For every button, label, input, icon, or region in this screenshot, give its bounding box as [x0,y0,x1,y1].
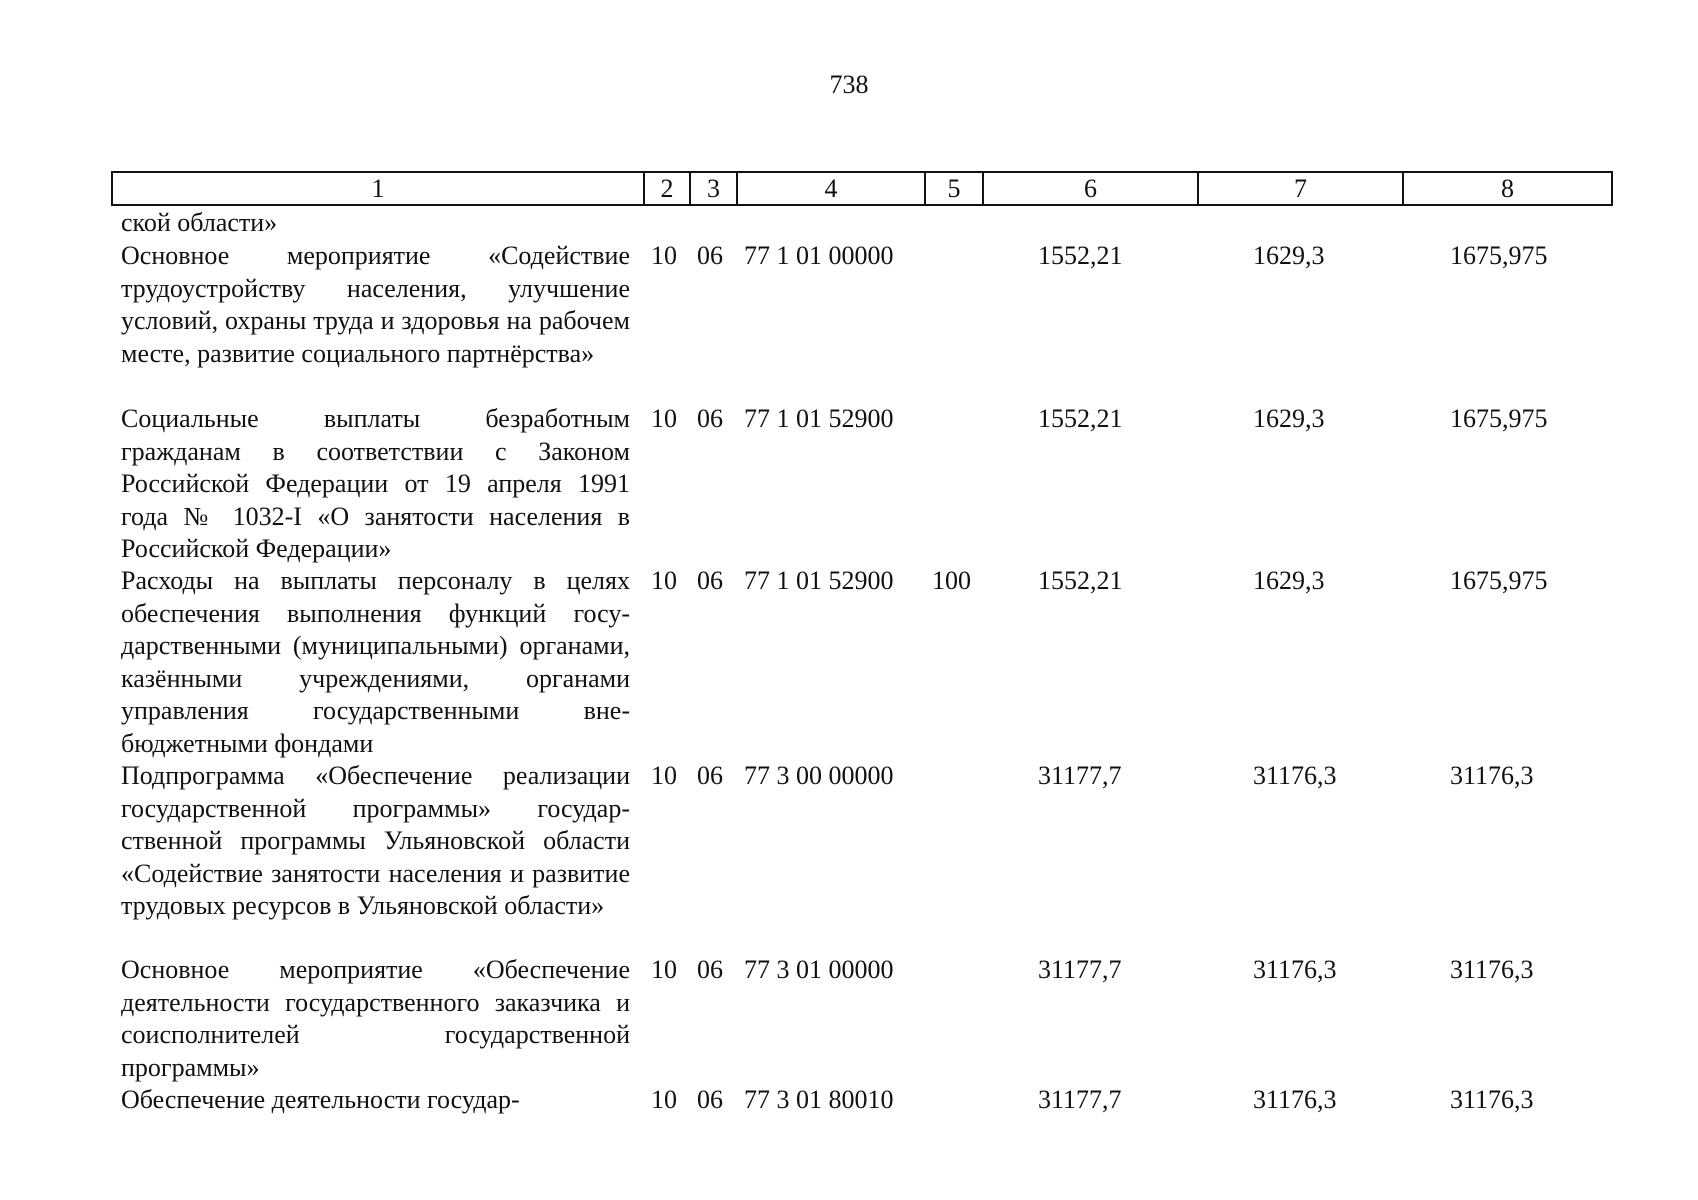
cell-subsection: 06 [697,1085,723,1114]
cell-amount-8: 31176,3 [1450,1085,1534,1114]
cell-amount-7: 31176,3 [1253,761,1337,790]
cell-section: 10 [651,241,677,270]
cell-amount-7: 1629,3 [1253,566,1325,595]
cell-amount-8: 31176,3 [1450,955,1534,984]
cell-target-code: 77 1 01 52900 [744,404,894,433]
cell-target-code: 77 1 01 52900 [744,566,894,595]
row-description: Основное мероприятие «Обеспечение деятельности государственного заказчика и соисполнителей государственной программы» [121,955,630,1082]
row-description: Подпрограмма «Обеспечение реализации государственной программы» государственной программы Ульяновской области «Содействие занятости населения и развитие трудовых ресурсов в Ульяновской области» [121,761,630,920]
cell-amount-7: 31176,3 [1253,955,1337,984]
cell-target-code: 77 3 01 80010 [744,1085,894,1114]
row-description: ской области» [121,208,278,237]
cell-amount-6: 1552,21 [1038,404,1123,433]
header-col-3: 3 [690,172,737,205]
row-description: Расходы на выплаты персоналу в целях обеспечения выполнения функций государственными (муниципальными) органами, казёнными учреждениями, органами управления государственными внебюджетными фондами [121,566,630,758]
cell-amount-8: 1675,975 [1450,241,1548,270]
cell-subsection: 06 [697,404,723,433]
cell-amount-8: 1675,975 [1450,566,1548,595]
cell-section: 10 [651,955,677,984]
header-col-8: 8 [1403,172,1612,205]
header-col-6: 6 [983,172,1198,205]
cell-section: 10 [651,1085,677,1114]
cell-expense-type: 100 [932,566,971,595]
cell-section: 10 [651,761,677,790]
cell-amount-6: 31177,7 [1038,955,1122,984]
cell-subsection: 06 [697,566,723,595]
header-col-7: 7 [1198,172,1403,205]
header-col-4: 4 [737,172,925,205]
header-col-2: 2 [644,172,690,205]
row-description: Основное мероприятие «Содействие трудоустройству населения, улучшение условий, охраны труда и здоровья на рабочем месте, развитие социального партнёрства» [121,241,630,368]
cell-target-code: 77 1 01 00000 [744,241,894,270]
cell-target-code: 77 3 00 00000 [744,761,894,790]
cell-amount-7: 1629,3 [1253,404,1325,433]
row-description: Обеспечение деятельности государ- [121,1085,520,1114]
cell-amount-7: 1629,3 [1253,241,1325,270]
row-description: Социальные выплаты безработным гражданам в соответствии с Законом Российской Федерации от 19 апреля 1991 года № 1032-I «О занятости населения в Российской Федерации» [121,404,630,563]
cell-subsection: 06 [697,241,723,270]
cell-amount-8: 1675,975 [1450,404,1548,433]
cell-section: 10 [651,566,677,595]
cell-subsection: 06 [697,955,723,984]
cell-target-code: 77 3 01 00000 [744,955,894,984]
cell-amount-7: 31176,3 [1253,1085,1337,1114]
cell-subsection: 06 [697,761,723,790]
header-col-1: 1 [112,172,644,205]
page-number: 738 [829,70,869,99]
cell-amount-6: 1552,21 [1038,566,1123,595]
cell-amount-6: 31177,7 [1038,761,1122,790]
cell-amount-8: 31176,3 [1450,761,1534,790]
cell-section: 10 [651,404,677,433]
header-col-5: 5 [925,172,983,205]
cell-amount-6: 31177,7 [1038,1085,1122,1114]
cell-amount-6: 1552,21 [1038,241,1123,270]
